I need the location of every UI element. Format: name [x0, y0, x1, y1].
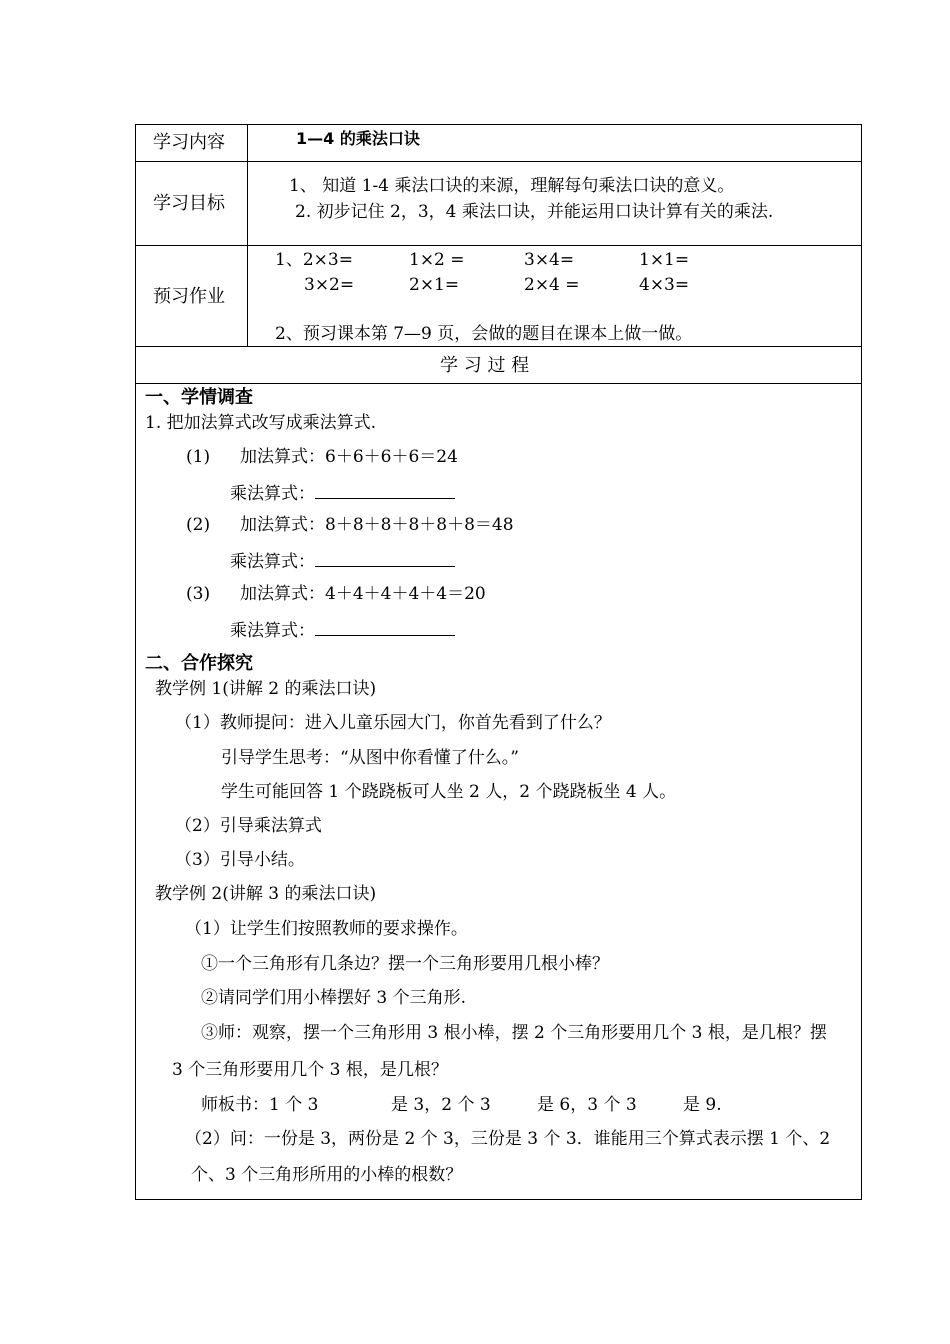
example-title: 教学例 1(讲解 2 的乘法口诀): [155, 679, 377, 699]
item-number: (2): [186, 515, 211, 535]
item-number: (3): [186, 584, 211, 604]
process-header: 学 习 过 程: [440, 355, 530, 376]
addition-equation: 加法算式：8＋8＋8＋8＋8＋8＝48: [240, 515, 514, 535]
preview-equation: 1×1=: [639, 250, 690, 270]
preview-label: 预习作业: [153, 286, 225, 307]
example-step: （3）引导小结。: [175, 850, 305, 870]
table-row-divider: [135, 346, 862, 347]
example-step: （2）引导乘法算式: [175, 816, 322, 836]
section-heading: 二、合作探究: [145, 653, 253, 674]
content-label: 学习内容: [153, 132, 225, 153]
table-row-divider: [135, 383, 862, 384]
example-step: （1）教师提问：进入儿童乐园大门，你首先看到了什么？: [175, 713, 611, 733]
table-border-top: [135, 124, 862, 125]
table-row-divider: [135, 245, 862, 246]
example-text: 学生可能回答 1 个跷跷板可人坐 2 人，2 个跷跷板坐 4 人。: [221, 782, 677, 802]
preview-equation: 2×4 =: [524, 275, 580, 295]
board-note: 是 3，2 个 3: [391, 1095, 491, 1115]
example-substep-continued: 3 个三角形要用几个 3 根，是几根？: [172, 1060, 448, 1080]
preview-equation: 2×1=: [409, 275, 460, 295]
example-step-continued: 个、3 个三角形所用的小棒的根数？: [191, 1165, 463, 1185]
goal-item: 1、 知道 1-4 乘法口诀的来源，理解每句乘法口诀的意义。: [289, 176, 735, 196]
example-substep: ①一个三角形有几条边？摆一个三角形要用几根小棒？: [201, 954, 609, 974]
preview-equation: 3×4=: [524, 250, 575, 270]
example-substep: ③师：观察，摆一个三角形用 3 根小棒，摆 2 个三角形要用几个 3 根，是几根？摆: [201, 1023, 827, 1043]
example-text: 引导学生思考：“从图中你看懂了什么。”: [221, 748, 519, 768]
item-number: (1): [186, 447, 211, 467]
preview-equation: 1×2 =: [409, 250, 465, 270]
multiplication-answer-row: [230, 484, 455, 503]
board-note: 师板书：1 个 3: [201, 1095, 319, 1115]
preview-equation: 1、2×3=: [275, 250, 353, 270]
goals-label: 学习目标: [153, 193, 225, 214]
example-step: （2）问：一份是 3，两份是 2 个 3，三份是 3 个 3．谁能用三个算式表示摆 1 个、2: [185, 1129, 831, 1149]
board-note: 是 9.: [683, 1095, 722, 1115]
board-note: 是 6，3 个 3: [537, 1095, 637, 1115]
content-title: 1—4 的乘法口诀: [296, 129, 420, 148]
table-row-divider: [135, 161, 862, 162]
preview-equation: 4×3=: [639, 275, 690, 295]
table-border-right: [861, 124, 862, 1200]
answer-blank[interactable]: [315, 484, 455, 499]
multiplication-answer-row: [230, 552, 455, 571]
example-step: （1）让学生们按照教师的要求操作。: [185, 919, 468, 939]
example-substep: ②请同学们用小棒摆好 3 个三角形.: [201, 988, 467, 1008]
table-column-divider: [247, 124, 248, 346]
addition-equation: 加法算式：6＋6＋6＋6＝24: [240, 447, 458, 467]
multiplication-label: 乘法算式：: [230, 484, 315, 504]
addition-equation: 加法算式：4＋4＋4＋4＋4＝20: [240, 584, 486, 604]
answer-blank[interactable]: [315, 621, 455, 636]
answer-blank[interactable]: [315, 552, 455, 567]
goal-item: 2. 初步记住 2，3，4 乘法口诀，并能运用口诀计算有关的乘法.: [295, 202, 774, 222]
multiplication-label: 乘法算式：: [230, 621, 315, 641]
preview-item-2: 2、预习课本第 7—9 页，会做的题目在课本上做一做。: [275, 324, 693, 344]
section-heading: 一、学情调查: [145, 387, 253, 408]
multiplication-label: 乘法算式：: [230, 552, 315, 572]
example-title: 教学例 2(讲解 3 的乘法口诀): [155, 884, 377, 904]
section-intro: 1. 把加法算式改写成乘法算式.: [145, 413, 377, 433]
table-border-left: [135, 124, 136, 1200]
multiplication-answer-row: [230, 621, 455, 640]
preview-equation: 3×2=: [304, 275, 355, 295]
table-border-bottom: [135, 1199, 862, 1200]
